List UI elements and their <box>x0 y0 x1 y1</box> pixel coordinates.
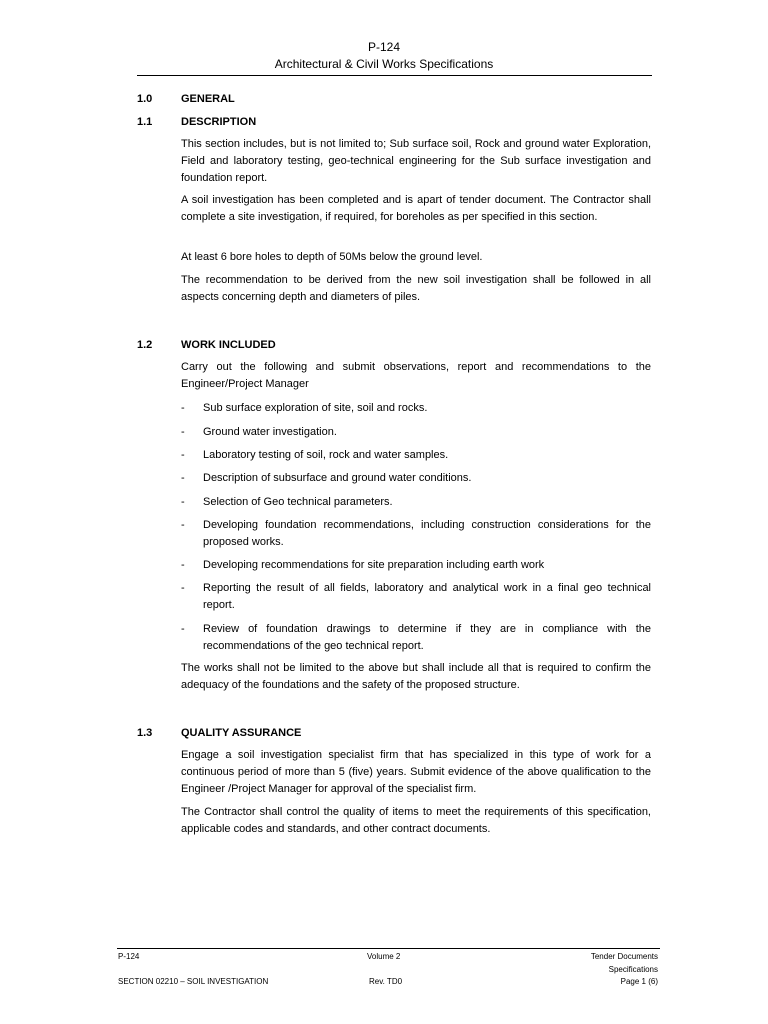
section-number: 1.1 <box>137 116 153 128</box>
list-item-text: Ground water investigation. <box>203 426 337 438</box>
list-item-text: Developing recommendations for site preparation including earth work <box>203 559 545 571</box>
paragraph: This section includes, but is not limited to; Sub surface soil, Rock and ground water Exploration, Field and laboratory testing, geo-technical engineering for the Sub surface investigation and foundation report. <box>181 138 651 184</box>
list-item-text: Sub surface exploration of site, soil and rocks. <box>203 402 428 414</box>
paragraph: Carry out the following and submit observations, report and recommendations to the Engineer/Project Manager <box>181 361 651 390</box>
list-item <box>181 557 651 574</box>
bullet-dash: - <box>181 472 185 484</box>
paragraph: Engage a soil investigation specialist firm that has specialized in this type of work for a continuous period of more than 5 (five) years. Submit evidence of the above qualification to the Engineer /Project Manager for approval of the specialist firm. <box>181 749 651 795</box>
footer-document-code: P-124 <box>118 952 140 961</box>
section-heading: DESCRIPTION <box>181 116 257 128</box>
bullet-dash: - <box>181 426 185 438</box>
paragraph: The works shall not be limited to the above but shall include all that is required to confirm the adequacy of the foundations and the safety of the proposed structure. <box>181 662 651 691</box>
bullet-dash: - <box>181 402 185 414</box>
list-item <box>181 494 651 511</box>
list-item-text: Selection of Geo technical parameters. <box>203 496 393 508</box>
footer-section-title: SECTION 02210 – SOIL INVESTIGATION <box>118 977 269 986</box>
list-item <box>181 621 651 655</box>
footer-tender-documents: Tender Documents <box>590 952 658 961</box>
paragraph: A soil investigation has been completed and is apart of tender document. The Contractor shall complete a site investigation, if required, for boreholes as per specified in this section. <box>181 194 651 223</box>
list-item <box>181 470 651 487</box>
bullet-dash: - <box>181 519 185 531</box>
section-number: 1.2 <box>137 339 153 351</box>
header-divider <box>137 75 652 76</box>
bullet-dash: - <box>181 449 185 461</box>
list-item-text: Reporting the result of all fields, laboratory and analytical work in a final geo technical report. <box>203 582 651 611</box>
paragraph: The Contractor shall control the quality of items to meet the requirements of this specification, applicable codes and standards, and other contract documents. <box>181 806 651 835</box>
section-heading: GENERAL <box>181 93 235 105</box>
footer-divider <box>117 948 660 949</box>
document-code: P-124 <box>367 40 401 54</box>
list-item <box>181 517 651 551</box>
list-item-text: Review of foundation drawings to determine if they are in compliance with the recommendations of the geo technical report. <box>203 623 651 652</box>
footer-specifications: Specifications <box>608 965 658 974</box>
footer-revision: Rev. TD0 <box>369 977 403 986</box>
paragraph: At least 6 bore holes to depth of 50Ms below the ground level. <box>181 251 483 263</box>
section-number: 1.0 <box>137 93 153 105</box>
list-item <box>181 400 651 417</box>
footer-volume: Volume 2 <box>367 952 401 961</box>
bullet-dash: - <box>181 623 185 635</box>
section-heading: QUALITY ASSURANCE <box>181 727 302 739</box>
bullet-dash: - <box>181 559 185 571</box>
list-item <box>181 447 651 464</box>
document-title: Architectural & Civil Works Specifications <box>274 57 494 71</box>
section-number: 1.3 <box>137 727 153 739</box>
bullet-dash: - <box>181 582 185 594</box>
list-item-text: Laboratory testing of soil, rock and water samples. <box>203 449 449 461</box>
paragraph: The recommendation to be derived from the new soil investigation shall be followed in all aspects concerning depth and diameters of piles. <box>181 274 651 303</box>
bullet-dash: - <box>181 496 185 508</box>
list-item <box>181 424 651 441</box>
list-item-text: Developing foundation recommendations, including construction considerations for the proposed works. <box>203 519 651 548</box>
section-heading: WORK INCLUDED <box>181 339 276 351</box>
list-item-text: Description of subsurface and ground water conditions. <box>203 472 472 484</box>
footer-page-number: Page 1 (6) <box>620 977 658 986</box>
list-item <box>181 580 651 614</box>
